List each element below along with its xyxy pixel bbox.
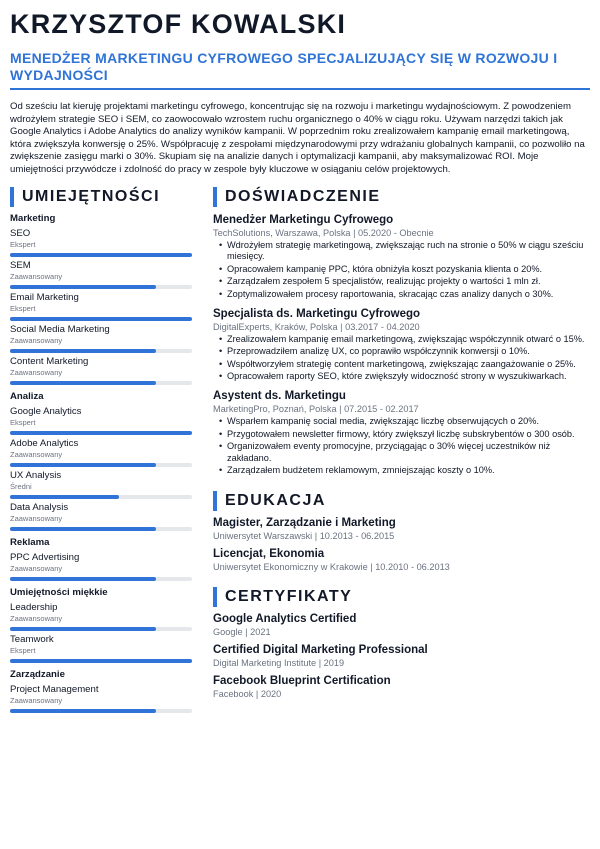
job-meta: MarketingPro, Poznań, Polska | 07.2015 - 02.2017: [213, 403, 419, 414]
skill-item: [10, 292, 192, 321]
skill-level-bar: [10, 709, 192, 713]
skill-category: Marketing: [10, 212, 56, 224]
certification-title: Google Analytics Certified: [213, 612, 357, 625]
skill-item: [10, 356, 192, 385]
skill-name: Project Management: [10, 683, 99, 695]
skill-level: Ekspert: [10, 645, 36, 655]
job-bullet: • Opracowałem raporty SEO, które zwiększyły widoczność strony w wyszukiwarkach.: [227, 371, 590, 383]
skill-item: [10, 260, 192, 289]
skill-item: [10, 602, 192, 631]
skill-name: Social Media Marketing: [10, 323, 110, 335]
skill-item: [10, 406, 192, 435]
skills-section-title: [10, 187, 192, 207]
skill-level-bar: [10, 253, 192, 257]
section-accent-bar: [10, 187, 14, 207]
skill-level-fill: [10, 659, 192, 663]
education-entry: [213, 516, 590, 542]
skill-level-fill: [10, 317, 192, 321]
job-bullet: • Zarządzałem zespołem 5 specjalistów, realizując projekty o wartości 1 mln zł.: [227, 276, 590, 288]
certification-meta: Facebook | 2020: [213, 688, 282, 699]
skill-level-fill: [10, 349, 156, 353]
skill-level: Średni: [10, 481, 32, 491]
certifications-list: [213, 612, 590, 700]
skill-level-bar: [10, 431, 192, 435]
degree-meta: Uniwersytet Ekonomiczny w Krakowie | 10.2010 - 06.2013: [213, 561, 450, 572]
experience-section-title: [213, 187, 590, 207]
skill-level: Ekspert: [10, 417, 36, 427]
certification-title: Facebook Blueprint Certification: [213, 674, 391, 687]
skill-level-bar: [10, 317, 192, 321]
skill-level: Zaawansowany: [10, 613, 63, 623]
skill-level-fill: [10, 709, 156, 713]
skill-level: Zaawansowany: [10, 367, 63, 377]
header-divider: [10, 88, 590, 90]
certification-entry: [213, 612, 590, 638]
education-section-title: [213, 491, 590, 511]
skill-level-bar: [10, 285, 192, 289]
certification-title: Certified Digital Marketing Professional: [213, 643, 428, 656]
job-title: Asystent ds. Marketingu: [213, 389, 346, 402]
skill-category: Reklama: [10, 536, 50, 548]
skill-level: Zaawansowany: [10, 449, 63, 459]
job-bullet: • Wdrożyłem strategię marketingową, zwiększając ruch na stronie o 50% w ciągu sześciu miesięcy.: [227, 240, 590, 263]
job-bullets: [213, 240, 590, 301]
experience-list: [213, 213, 590, 477]
certification-entry: [213, 643, 590, 669]
skills-title: UMIEJĘTNOŚCI: [22, 187, 161, 205]
skill-name: Adobe Analytics: [10, 437, 79, 449]
skill-level-fill: [10, 463, 156, 467]
skill-level-fill: [10, 577, 156, 581]
job-bullet: • Współtworzyłem strategię content marketingową, zwiększając zaangażowanie o 25%.: [227, 359, 590, 371]
skill-level: Zaawansowany: [10, 271, 63, 281]
skill-item: [10, 684, 192, 713]
headline: MENEDŻER MARKETINGU CYFROWEGO SPECJALIZUJĄCY SIĘ W ROZWOJU I WYDAJNOŚCI: [10, 50, 558, 83]
education-entry: [213, 547, 590, 573]
skill-level-fill: [10, 431, 192, 435]
skill-level: Zaawansowany: [10, 695, 63, 705]
skill-level-bar: [10, 381, 192, 385]
skill-level-bar: [10, 463, 192, 467]
skill-level: Zaawansowany: [10, 513, 63, 523]
job-bullet: • Opracowałem kampanię PPC, która obniżyła koszt pozyskania klienta o 20%.: [227, 264, 590, 276]
skill-level-fill: [10, 495, 119, 499]
skill-level-bar: [10, 659, 192, 663]
main-column: [213, 187, 590, 713]
certification-meta: Google | 2021: [213, 626, 271, 637]
skill-item: [10, 324, 192, 353]
skill-category: Analiza: [10, 390, 44, 402]
skill-name: Content Marketing: [10, 355, 89, 367]
job-bullet: • Organizowałem eventy promocyjne, przyciągając o 30% więcej uczestników niż zakładano.: [227, 441, 590, 464]
section-accent-bar: [213, 187, 217, 207]
summary: Od sześciu lat kieruję projektami marketingu cyfrowego, koncentrując się na rozwoju i marketingu wydajnościowym. Z powodzeniem wdrożyłem strategie SEO i SEM, co zaowocowało wzrostem ruchu organicznego o 40% w ciągu roku. Używam narzędzi takich jak Google Analytics i Adobe Analytics do analizy wyników kampanii. W poprzednim roku zrealizowałem kampanię email marketingową, która zwiększyła konwersję o 25%. Współpracuję z zespołami międzynarodowymi przy wdrażaniu globalnych kampanii, co pozwoliło na zwiększenie zasięgu marki o 30%. Skupiam się na analizie danych i optymalizacji kampanii, aby maksymalizować ROI. Moje umiejętności przywódcze i zdolność do pracy w zespole były kluczowe w osiąganiu celów projektowych.: [10, 101, 585, 175]
skills-column: [10, 187, 192, 713]
skill-category: Umiejętności miękkie: [10, 586, 108, 598]
skill-level-fill: [10, 253, 192, 257]
job-bullets: [213, 416, 590, 477]
job-meta: TechSolutions, Warszawa, Polska | 05.2020 - Obecnie: [213, 227, 434, 238]
certifications-title: CERTYFIKATY: [225, 587, 353, 605]
skill-name: Teamwork: [10, 633, 54, 645]
candidate-name: KRZYSZTOF KOWALSKI: [10, 9, 347, 39]
skill-level: Ekspert: [10, 239, 36, 249]
job-entry: [213, 389, 590, 477]
job-entry: [213, 307, 590, 383]
section-accent-bar: [213, 491, 217, 511]
degree-title: Licencjat, Ekonomia: [213, 547, 325, 560]
skill-item: [10, 228, 192, 257]
resume-columns: [10, 187, 590, 713]
certification-entry: [213, 674, 590, 700]
skill-name: Google Analytics: [10, 405, 82, 417]
skill-name: SEO: [10, 227, 31, 239]
skill-item: [10, 470, 192, 499]
skill-level: Zaawansowany: [10, 563, 63, 573]
skill-level-bar: [10, 527, 192, 531]
job-bullet: • Wsparłem kampanię social media, zwiększając liczbę obserwujących o 20%.: [227, 416, 590, 428]
experience-title: DOŚWIADCZENIE: [225, 187, 381, 205]
skill-level-fill: [10, 627, 156, 631]
job-meta: DigitalExperts, Kraków, Polska | 03.2017 - 04.2020: [213, 321, 420, 332]
education-title: EDUKACJA: [225, 491, 326, 509]
skill-level-bar: [10, 627, 192, 631]
skill-name: PPC Advertising: [10, 551, 80, 563]
skill-category: Zarządzanie: [10, 668, 65, 680]
skill-item: [10, 634, 192, 663]
skill-name: SEM: [10, 259, 31, 271]
skill-name: Leadership: [10, 601, 58, 613]
job-entry: [213, 213, 590, 301]
job-bullet: • Zarządzałem budżetem reklamowym, zmniejszając koszty o 10%.: [227, 465, 590, 477]
skill-level-bar: [10, 577, 192, 581]
section-accent-bar: [213, 587, 217, 607]
job-bullet: • Przeprowadziłem analizę UX, co poprawiło współczynnik konwersji o 10%.: [227, 346, 590, 358]
skill-level-fill: [10, 285, 156, 289]
skill-item: [10, 502, 192, 531]
certification-meta: Digital Marketing Institute | 2019: [213, 657, 345, 668]
skill-name: Email Marketing: [10, 291, 79, 303]
skill-level-fill: [10, 381, 156, 385]
job-bullet: • Przygotowałem newsletter firmowy, który zwiększył liczbę subskrybentów o 300 osób.: [227, 429, 590, 441]
degree-meta: Uniwersytet Warszawski | 10.2013 - 06.2015: [213, 530, 395, 541]
skill-name: Data Analysis: [10, 501, 69, 513]
skill-name: UX Analysis: [10, 469, 62, 481]
degree-title: Magister, Zarządzanie i Marketing: [213, 516, 396, 529]
job-title: Specjalista ds. Marketingu Cyfrowego: [213, 307, 421, 320]
skill-item: [10, 552, 192, 581]
skill-item: [10, 438, 192, 467]
skill-level-bar: [10, 495, 192, 499]
job-title: Menedżer Marketingu Cyfrowego: [213, 213, 394, 226]
job-bullets: [213, 334, 590, 383]
skill-level: Zaawansowany: [10, 335, 63, 345]
skill-level-bar: [10, 349, 192, 353]
skill-level: Ekspert: [10, 303, 36, 313]
job-bullet: • Zrealizowałem kampanię email marketingową, zwiększając współczynnik otwarć o 15%.: [227, 334, 590, 346]
job-bullet: • Zoptymalizowałem procesy raportowania, skracając czas analizy danych o 30%.: [227, 289, 590, 301]
certifications-section-title: [213, 587, 590, 607]
education-list: [213, 516, 590, 573]
skills-list: [10, 213, 192, 713]
skill-level-fill: [10, 527, 156, 531]
